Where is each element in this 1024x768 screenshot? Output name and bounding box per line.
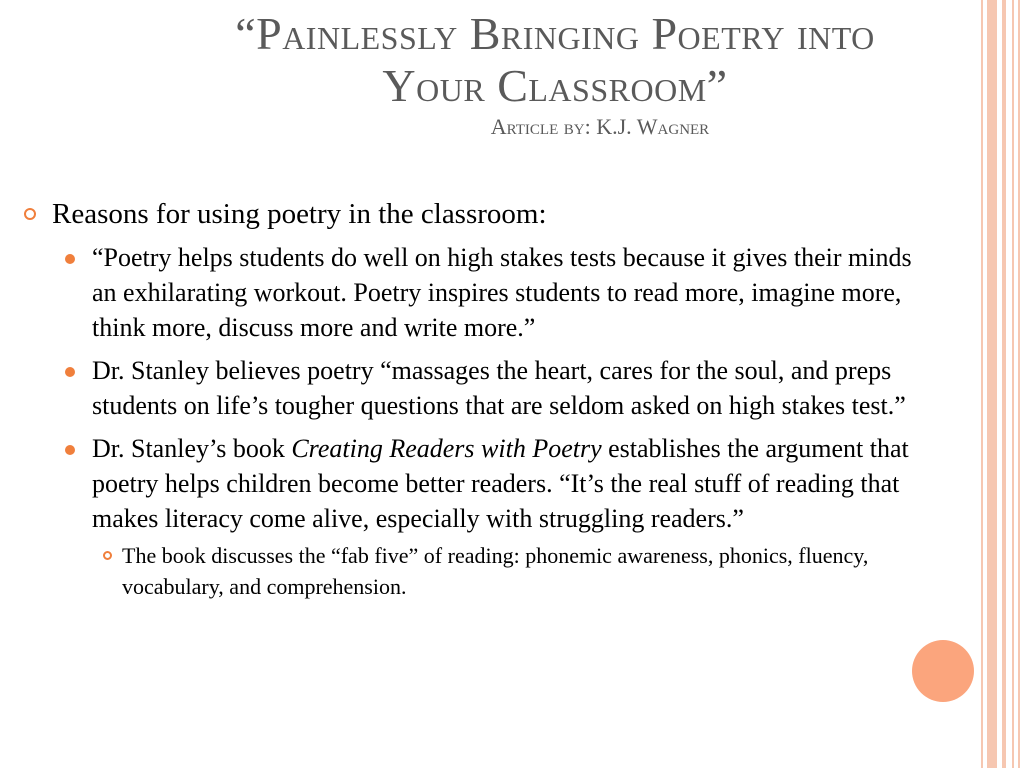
bullet-text: Dr. Stanley believes poetry “massages the heart, cares for the soul, and preps students on life’s tougher questions that are seldom asked on high stakes test.” bbox=[92, 356, 906, 420]
decorative-stripe bbox=[1018, 0, 1020, 768]
ring-bullet-icon bbox=[24, 208, 36, 220]
dot-bullet-icon bbox=[65, 445, 75, 455]
title-subtitle: Article by: K.J. Wagner bbox=[490, 114, 710, 139]
title-line-2: Your Classroom” bbox=[382, 60, 728, 111]
bullet-item bbox=[0, 353, 980, 423]
bullet-text-before: Dr. Stanley’s book bbox=[92, 434, 292, 463]
dot-bullet-icon bbox=[65, 367, 75, 377]
title-line-1: “Painlessly Bringing Poetry into bbox=[235, 8, 875, 59]
bullet-item bbox=[0, 240, 980, 345]
decorative-stripe bbox=[1012, 0, 1014, 768]
bullet-heading bbox=[0, 196, 980, 232]
bullet-text-after: establishes the argument that poetry helps children become better readers. “It’s the real stuff of reading that makes literacy come alive, especially with struggling readers.” bbox=[92, 434, 909, 533]
slide-content bbox=[0, 196, 980, 602]
heading-text: Reasons for using poetry in the classroom: bbox=[52, 198, 547, 230]
sub-bullet-text: The book discusses the “fab five” of reading: phonemic awareness, phonics, fluency, vocabulary, and comprehension. bbox=[122, 543, 869, 599]
bullet-text: “Poetry helps students do well on high stakes tests because it gives their minds an exhilarating workout. Poetry inspires students to read more, imagine more, think more, discuss more and write more.” bbox=[92, 243, 912, 342]
decorative-circle bbox=[912, 640, 974, 702]
decorative-stripe bbox=[1002, 0, 1006, 768]
bullet-item bbox=[0, 431, 980, 536]
slide-title bbox=[120, 8, 990, 140]
small-ring-bullet-icon bbox=[103, 551, 112, 560]
book-title: Creating Readers with Poetry bbox=[291, 434, 602, 463]
sub-bullet-item bbox=[0, 540, 980, 602]
dot-bullet-icon bbox=[65, 254, 75, 264]
